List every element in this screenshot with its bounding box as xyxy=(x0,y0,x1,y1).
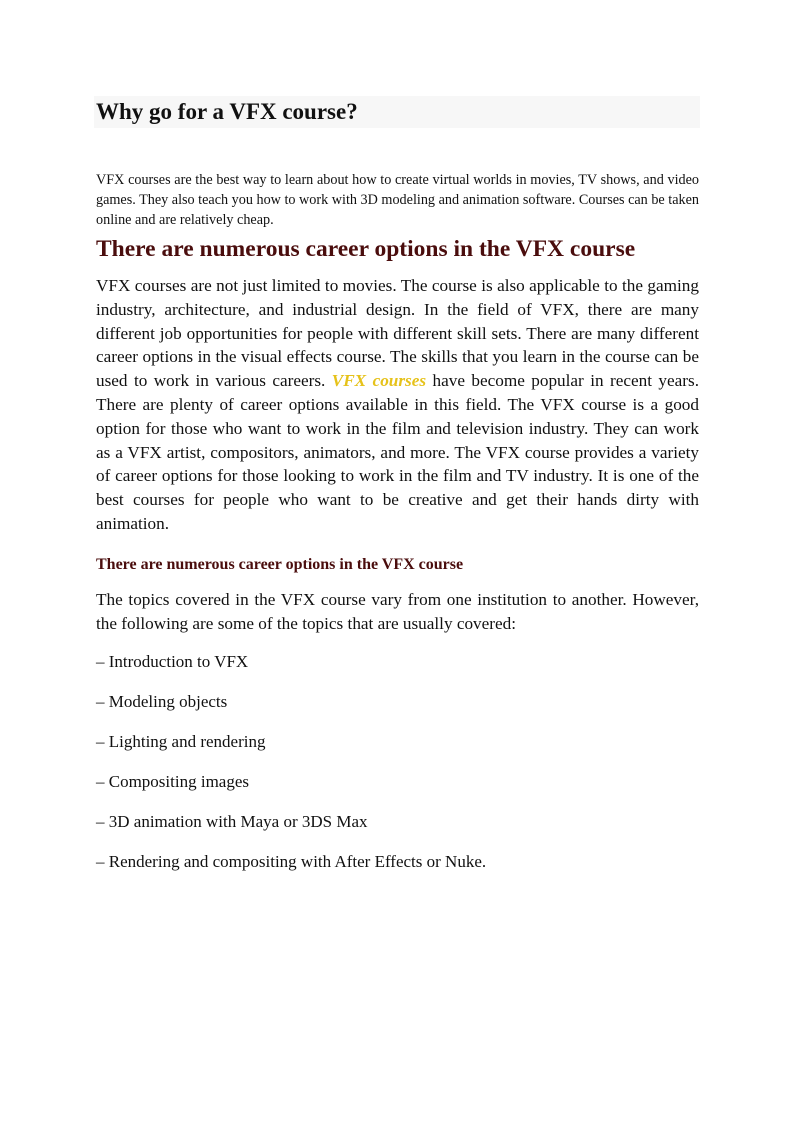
list-item: – Lighting and rendering xyxy=(96,732,266,751)
topics-intro-paragraph: The topics covered in the VFX course vary from one institution to another. However, the following are some of the topics that are usually covered: xyxy=(96,590,699,633)
subsection-heading: There are numerous career options in the VFX course xyxy=(96,556,464,573)
list-item: – 3D animation with Maya or 3DS Max xyxy=(96,812,368,831)
topics-list xyxy=(96,650,716,890)
list-item: – Compositing images xyxy=(96,772,249,791)
list-item: – Modeling objects xyxy=(96,692,228,711)
vfx-courses-link[interactable]: VFX courses xyxy=(331,371,427,391)
section-heading: There are numerous career options in the VFX course xyxy=(96,236,636,262)
intro-paragraph: VFX courses are the best way to learn about how to create virtual worlds in movies, TV shows, and video games. They also teach you how to work with 3D modeling and animation software. Courses can be taken online and are relatively cheap. xyxy=(96,172,699,228)
career-text-before-link: VFX courses are not just limited to movies. The course is also applicable to the gaming industry, architecture, and industrial design. In the field of VFX, there are many different job opportunities for people with different skill sets. There are many different career options in the visual effects course. The skills that you learn in the course can be used to work in various careers. xyxy=(96,276,699,391)
career-text-after-link: have become popular in recent years. There are plenty of career options available in this field. The VFX course is a good option for those who want to work in the film and television industry. They can work as a VFX artist, compositors, animators, and more. The VFX course provides a variety of career options for those looking to work in the film and TV industry. It is one of the best courses for people who want to be creative and get their hands dirty with animation. xyxy=(96,371,699,533)
career-paragraph xyxy=(96,274,699,536)
list-item: – Rendering and compositing with After Effects or Nuke. xyxy=(96,852,487,871)
list-item: – Introduction to VFX xyxy=(96,652,249,671)
page-title: Why go for a VFX course? xyxy=(94,96,700,128)
